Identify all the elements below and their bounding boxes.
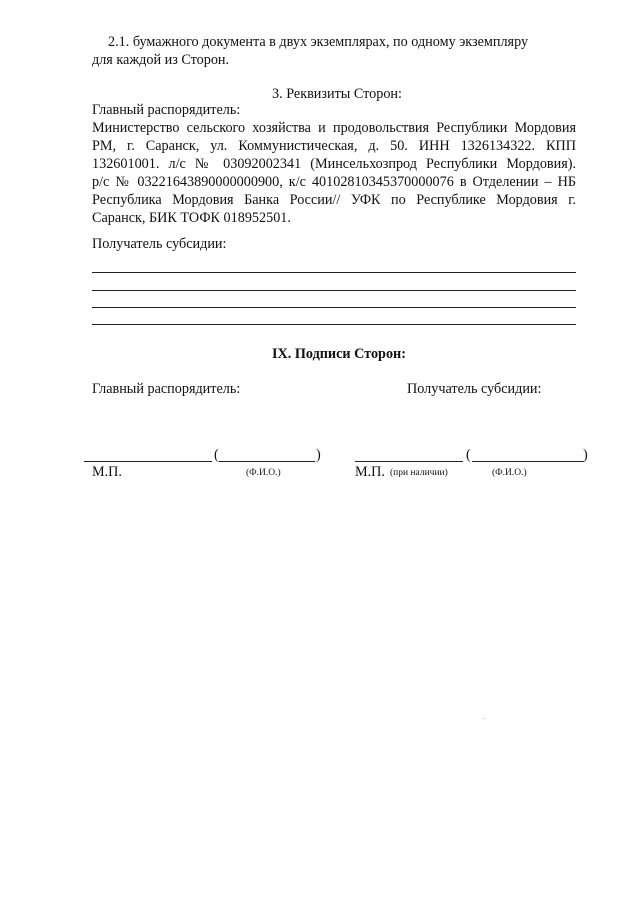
left-fio-line bbox=[219, 461, 315, 462]
scan-speck bbox=[484, 718, 485, 719]
right-fio-line bbox=[472, 461, 584, 462]
right-stamp-label: М.П. bbox=[355, 464, 385, 480]
right-fio-caption: (Ф.И.О.) bbox=[492, 468, 527, 478]
left-fio-caption: (Ф.И.О.) bbox=[246, 468, 281, 478]
left-stamp-label: М.П. bbox=[92, 464, 122, 480]
main-distributor-label: Главный распорядитель: bbox=[92, 102, 241, 118]
left-fio-paren-open: ( bbox=[214, 447, 219, 463]
blank-line-1 bbox=[92, 272, 576, 273]
requisites-line-3: 132601001. л/с № 03092002341 (Минсельхозпрод Республики Мордовия). bbox=[92, 156, 576, 172]
requisites-line-6: Саранск, БИК ТОФК 018952501. bbox=[92, 210, 291, 226]
clause-2-1-line-2: для каждой из Сторон. bbox=[92, 52, 230, 68]
right-fio-paren-close: ) bbox=[583, 447, 588, 463]
left-signature-line bbox=[84, 461, 212, 462]
requisites-line-4: р/с № 03221643890000000900, к/с 40102810345370000076 в Отделении – НБ bbox=[92, 174, 576, 190]
requisites-line-2: РМ, г. Саранск, ул. Коммунистическая, д. 50. ИНН 1326134322. КПП bbox=[92, 138, 576, 154]
recipient-label: Получатель субсидии: bbox=[92, 236, 227, 252]
blank-line-3 bbox=[92, 307, 576, 308]
blank-line-4 bbox=[92, 324, 576, 325]
section-3-title: 3. Реквизиты Сторон: bbox=[272, 86, 402, 102]
left-fio-paren-close: ) bbox=[316, 447, 321, 463]
requisites-line-5: Республика Мордовия Банка России// УФК по Республике Мордовия г. bbox=[92, 192, 576, 208]
right-party-label: Получатель субсидии: bbox=[407, 381, 542, 397]
right-stamp-note: (при наличии) bbox=[390, 468, 448, 478]
requisites-line-1: Министерство сельского хозяйства и продовольствия Республики Мордовия bbox=[92, 120, 576, 136]
blank-line-2 bbox=[92, 290, 576, 291]
right-signature-line bbox=[355, 461, 463, 462]
right-fio-paren-open: ( bbox=[466, 447, 471, 463]
section-9-title: IX. Подписи Сторон: bbox=[272, 346, 406, 362]
clause-2-1-line-1: 2.1. бумажного документа в двух экземплярах, по одному экземпляру bbox=[108, 34, 529, 50]
left-party-label: Главный распорядитель: bbox=[92, 381, 241, 397]
